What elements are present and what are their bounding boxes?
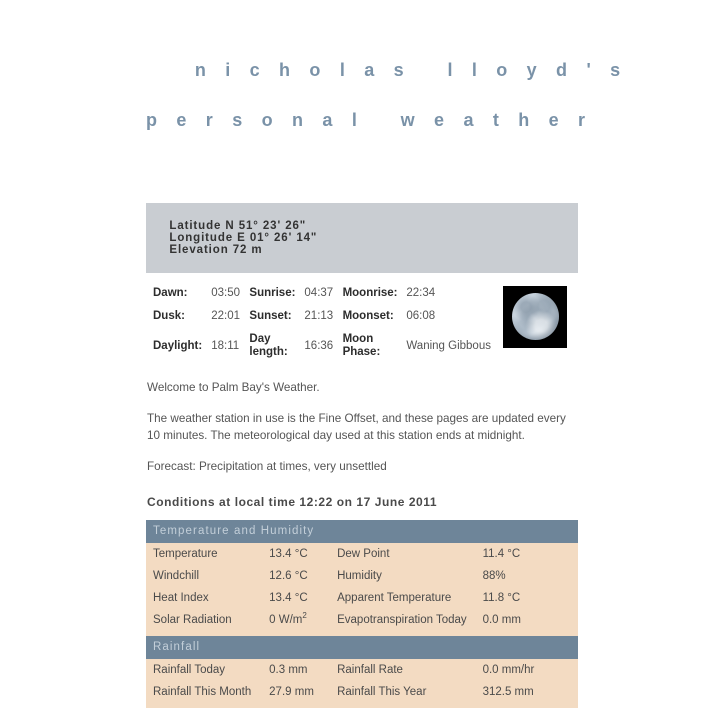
moonrise-value: 22:34 — [406, 287, 436, 299]
dew-point-label: Dew Point — [330, 543, 475, 565]
humidity-value: 88% — [476, 565, 578, 587]
rainfall-rate-value: 0.0 mm/hr — [476, 659, 578, 681]
rainfall-today-value: 0.3 mm — [262, 659, 330, 681]
rainfall-this-year-label: Rainfall This Year — [330, 681, 475, 703]
table-row — [146, 659, 578, 681]
astronomy-section — [146, 282, 578, 367]
dew-point-value: 11.4 °C — [476, 543, 578, 565]
day-length-value: 16:36 — [304, 339, 334, 352]
dawn-value: 03:50 — [211, 287, 241, 299]
moon-phase-image — [503, 286, 567, 348]
section-header-rainfall — [146, 636, 578, 659]
astronomy-table — [146, 282, 491, 364]
rainfall-this-year-value: 312.5 mm — [476, 681, 578, 703]
table-row — [146, 587, 578, 609]
dusk-label: Dusk: — [153, 310, 185, 322]
moonrise-label: Moonrise: — [342, 287, 398, 299]
windchill-value: 12.6 °C — [262, 565, 330, 587]
welcome-text: Welcome to Palm Bay's Weather. — [147, 381, 320, 394]
page-title — [146, 0, 628, 183]
temperature-label: Temperature — [146, 543, 262, 565]
longitude-text: Longitude E 01° 26' 14" — [169, 232, 318, 244]
moon-phase-value: Waning Gibbous — [406, 339, 491, 352]
page-content — [146, 0, 628, 708]
latitude-text: Latitude N 51° 23' 26" — [169, 220, 307, 232]
astronomy-row — [146, 305, 491, 328]
daylight-label: Daylight: — [153, 339, 203, 352]
heat-index-value: 13.4 °C — [262, 587, 330, 609]
page-title-line-1: n i c h o l a s l l o y d ' s — [194, 60, 628, 80]
section-title: Rainfall — [146, 636, 578, 659]
day-length-label: Day length: — [249, 333, 288, 358]
apparent-temperature-label: Apparent Temperature — [330, 587, 475, 609]
elevation-text: Elevation 72 m — [169, 244, 263, 256]
conditions-table — [146, 520, 578, 708]
daylight-value: 18:11 — [211, 339, 240, 352]
sunrise-value: 04:37 — [304, 287, 334, 299]
station-info-text: The weather station in use is the Fine Offset, and these pages are updated every 10 minutes. The meteorological day used at this station ends at midnight. — [147, 412, 566, 442]
moon-icon — [512, 293, 559, 340]
location-bar — [146, 203, 578, 273]
heat-index-label: Heat Index — [146, 587, 262, 609]
conditions-heading: Conditions at local time 12:22 on 17 June 2011 — [147, 495, 438, 509]
sunset-label: Sunset: — [249, 310, 292, 322]
forecast-text: Forecast: Precipitation at times, very unsettled — [147, 460, 387, 473]
rainfall-rate-label: Rainfall Rate — [330, 659, 475, 681]
sunrise-label: Sunrise: — [249, 287, 296, 299]
windchill-label: Windchill — [146, 565, 262, 587]
dusk-value: 22:01 — [211, 310, 241, 322]
moonset-label: Moonset: — [342, 310, 394, 322]
table-row — [146, 565, 578, 587]
astronomy-row — [146, 282, 491, 305]
solar-radiation-value: 0 $W/m^2$ — [262, 609, 330, 631]
table-spacer — [146, 703, 578, 708]
moon-phase-label: Moon Phase: — [342, 333, 381, 358]
temperature-value: 13.4 °C — [262, 543, 330, 565]
page-title-line-2: p e r s o n a l w e a t h e r — [146, 110, 593, 130]
section-header-temperature-and-humidity — [146, 520, 578, 543]
table-row — [146, 543, 578, 565]
apparent-temperature-value: 11.8 °C — [476, 587, 578, 609]
moonset-value: 06:08 — [406, 310, 436, 322]
solar-radiation-label: Solar Radiation — [146, 609, 262, 631]
rainfall-today-label: Rainfall Today — [146, 659, 262, 681]
dawn-label: Dawn: — [153, 287, 188, 299]
rainfall-this-month-value: 27.9 mm — [262, 681, 330, 703]
evapotranspiration-value: 0.0 mm — [476, 609, 578, 631]
astronomy-row — [146, 328, 491, 364]
table-row — [146, 681, 578, 703]
evapotranspiration-label: Evapotranspiration Today — [330, 609, 475, 631]
rainfall-this-month-label: Rainfall This Month — [146, 681, 262, 703]
table-row — [146, 609, 578, 631]
sunset-value: 21:13 — [304, 310, 334, 322]
humidity-label: Humidity — [330, 565, 475, 587]
section-title: Temperature and Humidity — [146, 520, 578, 543]
